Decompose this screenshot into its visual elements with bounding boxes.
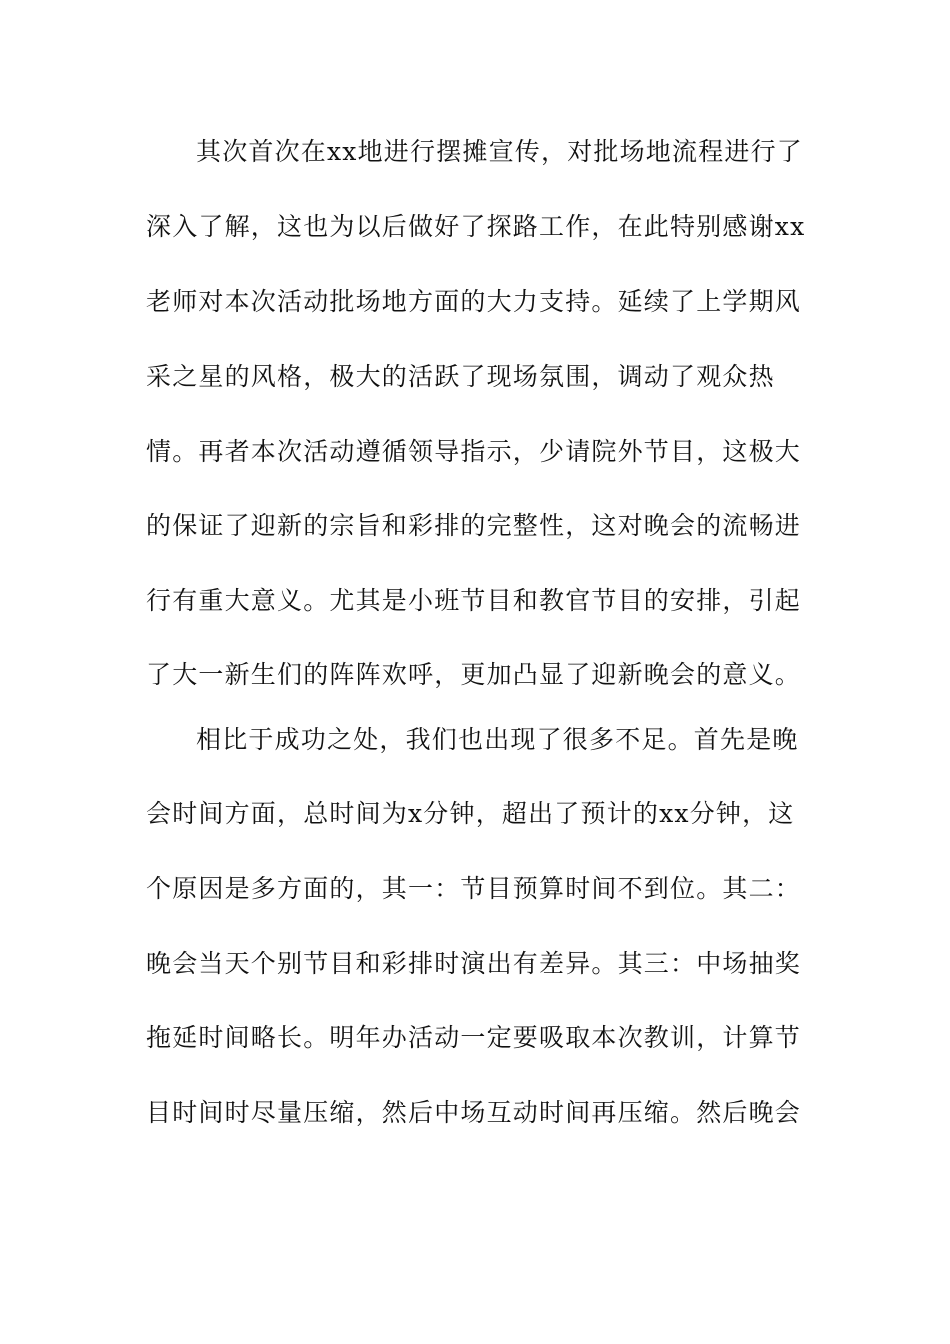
paragraph-1-line-6: 的保证了迎新的宗旨和彩排的完整性，这对晚会的流畅进 [146, 511, 802, 540]
paragraph-2-line-5: 拖延时间略长。明年办活动一定要吸取本次教训，计算节 [146, 1023, 802, 1052]
paragraph-1-line-3: 老师对本次活动批场地方面的大力支持。延续了上学期风 [146, 287, 802, 316]
paragraph-1-line-2: 深入了解，这也为以后做好了探路工作，在此特别感谢xx [146, 212, 806, 241]
paragraph-2-line-2: 会时间方面，总时间为x分钟，超出了预计的xx分钟，这 [146, 799, 795, 828]
paragraph-2-line-4: 晚会当天个别节目和彩排时演出有差异。其三：中场抽奖 [146, 949, 802, 978]
paragraph-1-line-8: 了大一新生们的阵阵欢呼，更加凸显了迎新晚会的意义。 [146, 660, 802, 689]
paragraph-1-line-5: 情。再者本次活动遵循领导指示，少请院外节目，这极大 [146, 437, 802, 466]
paragraph-2-line-6: 目时间时尽量压缩，然后中场互动时间再压缩。然后晚会 [146, 1098, 802, 1127]
paragraph-2-line-3: 个原因是多方面的，其一：节目预算时间不到位。其二： [146, 874, 802, 903]
paragraph-2-line-1: 相比于成功之处，我们也出现了很多不足。首先是晚 [196, 725, 799, 754]
paragraph-1-line-7: 行有重大意义。尤其是小班节目和教官节目的安排，引起 [146, 586, 802, 615]
paragraph-1-line-4: 采之星的风格，极大的活跃了现场氛围，调动了观众热 [146, 362, 775, 391]
paragraph-1-line-1: 其次首次在xx地进行摆摊宣传，对批场地流程进行了 [196, 137, 804, 166]
